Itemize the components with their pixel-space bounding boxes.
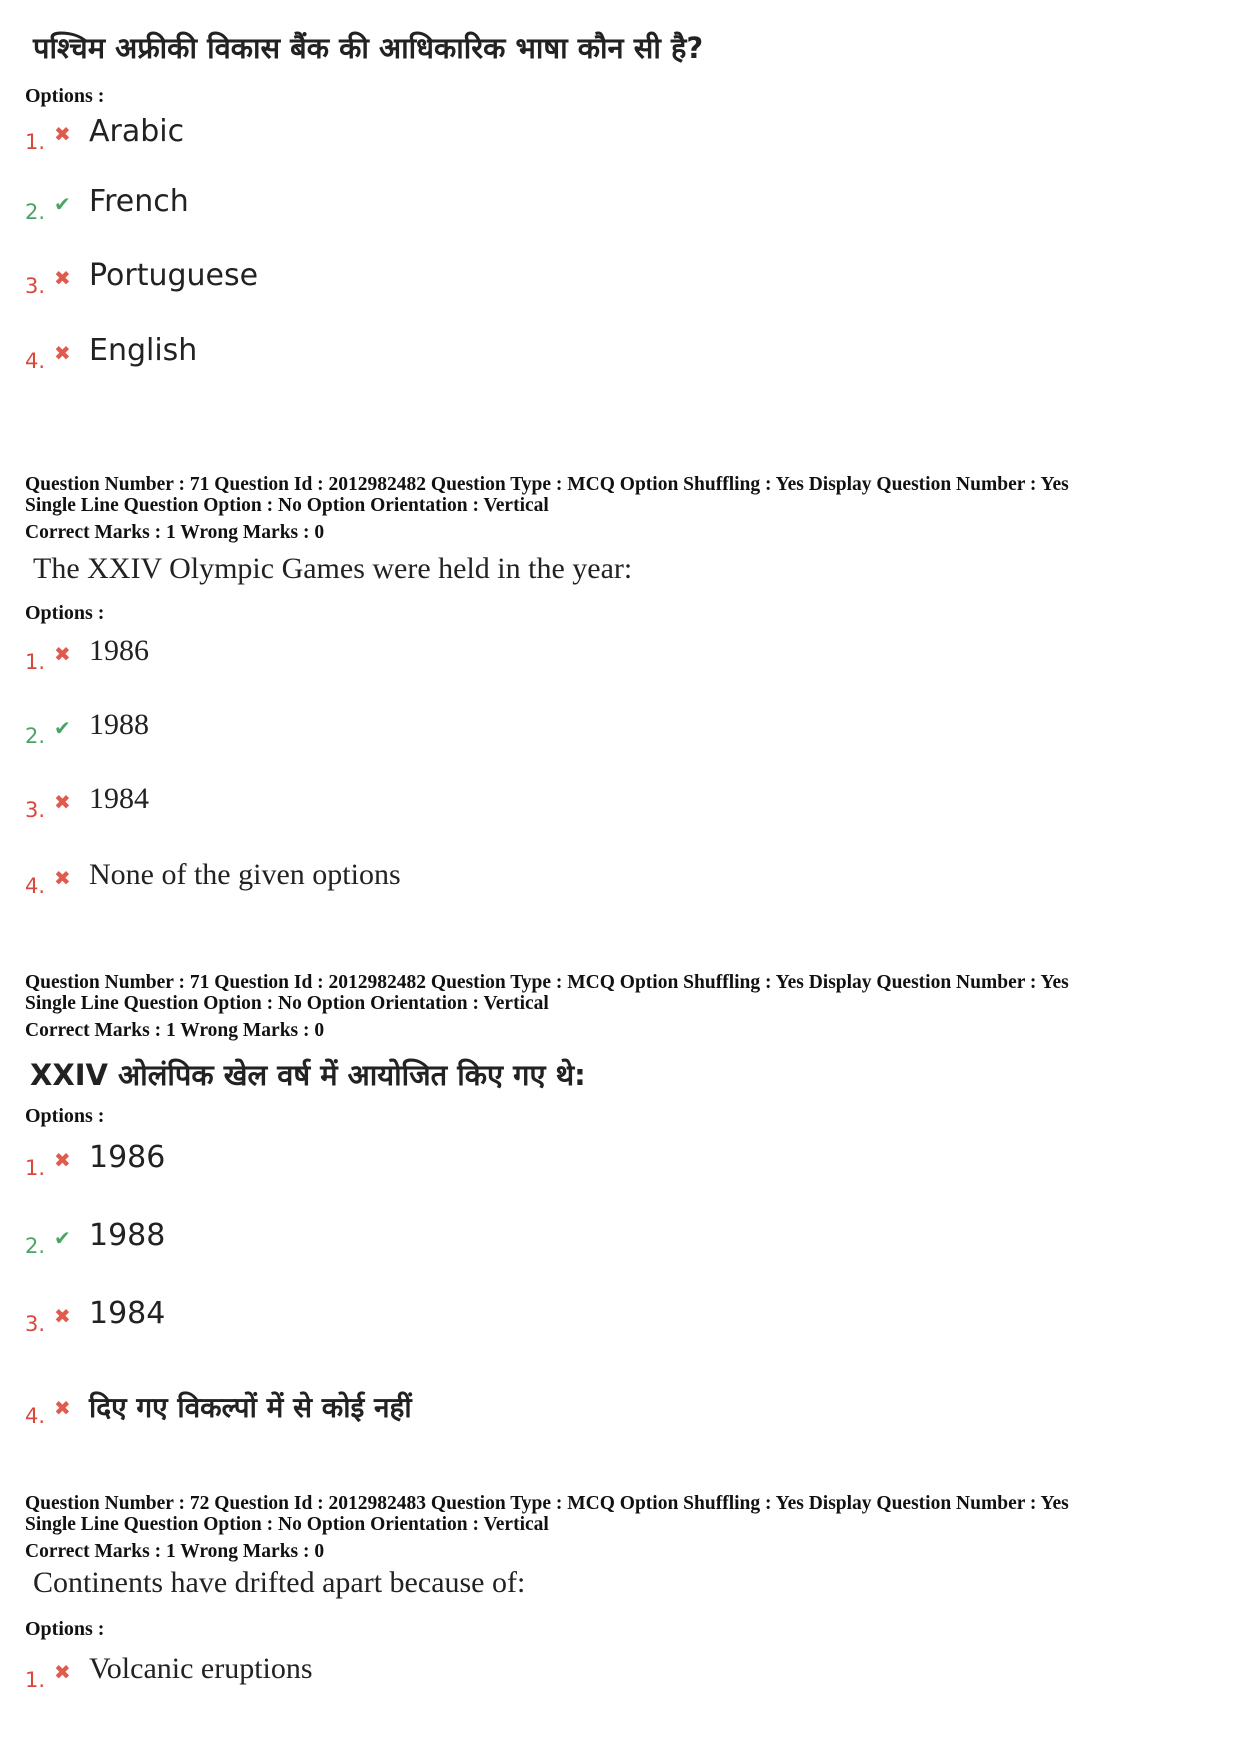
check-icon: ✔ <box>54 1226 71 1250</box>
option-number: 2. <box>25 724 46 748</box>
cross-icon: ✖ <box>54 1304 71 1328</box>
marks-info: Correct Marks : 1 Wrong Marks : 0 <box>25 1020 325 1041</box>
question-meta-line-2: Single Line Question Option : No Option Orientation : Vertical <box>25 1514 549 1535</box>
option-text: दिए गए विकल्पों में से कोई नहीं <box>89 1391 412 1424</box>
question-meta-line-2: Single Line Question Option : No Option Orientation : Vertical <box>25 495 549 516</box>
cross-icon: ✖ <box>54 1148 71 1172</box>
question-meta-line-1: Question Number : 71 Question Id : 2012982482 Question Type : MCQ Option Shuffling : Yes Display Question Number : Yes <box>25 972 1069 993</box>
option-text: Portuguese <box>89 258 259 293</box>
option-text: 1984 <box>89 1296 166 1331</box>
option-number: 1. <box>25 1156 46 1180</box>
option-text: 1984 <box>89 782 149 815</box>
option-text: Volcanic eruptions <box>89 1652 313 1685</box>
check-icon: ✔ <box>54 716 71 740</box>
question-text: XXIV ओलंपिक खेल वर्ष में आयोजित किए गए थे: <box>30 1058 586 1092</box>
option-number: 4. <box>25 349 46 373</box>
option-text: 1988 <box>89 708 149 741</box>
question-meta-line-1: Question Number : 72 Question Id : 2012982483 Question Type : MCQ Option Shuffling : Yes Display Question Number : Yes <box>25 1493 1069 1514</box>
cross-icon: ✖ <box>54 866 71 890</box>
options-label: Options : <box>25 1105 105 1127</box>
option-text: 1988 <box>89 1218 166 1253</box>
option-number: 2. <box>25 200 46 224</box>
option-number: 3. <box>25 274 46 298</box>
option-number: 1. <box>25 650 46 674</box>
option-text: English <box>89 333 198 368</box>
question-meta-line-2: Single Line Question Option : No Option Orientation : Vertical <box>25 993 549 1014</box>
option-number: 1. <box>25 1668 46 1692</box>
cross-icon: ✖ <box>54 266 71 290</box>
cross-icon: ✖ <box>54 642 71 666</box>
cross-icon: ✖ <box>54 1396 71 1420</box>
option-text: None of the given options <box>89 858 401 891</box>
option-text: Arabic <box>89 114 185 149</box>
question-meta-line-1: Question Number : 71 Question Id : 2012982482 Question Type : MCQ Option Shuffling : Yes Display Question Number : Yes <box>25 474 1069 495</box>
option-number: 4. <box>25 1404 46 1428</box>
marks-info: Correct Marks : 1 Wrong Marks : 0 <box>25 522 325 543</box>
options-label: Options : <box>25 85 105 107</box>
cross-icon: ✖ <box>54 341 71 365</box>
option-number: 4. <box>25 874 46 898</box>
question-text: The XXIV Olympic Games were held in the year: <box>33 552 633 585</box>
question-text: पश्चिम अफ्रीकी विकास बैंक की आधिकारिक भाषा कौन सी है? <box>33 31 704 65</box>
question-text: Continents have drifted apart because of: <box>33 1566 526 1599</box>
option-text: 1986 <box>89 1140 166 1175</box>
option-text: 1986 <box>89 634 149 667</box>
option-number: 1. <box>25 130 46 154</box>
option-number: 3. <box>25 1312 46 1336</box>
options-label: Options : <box>25 1618 105 1640</box>
option-number: 2. <box>25 1234 46 1258</box>
marks-info: Correct Marks : 1 Wrong Marks : 0 <box>25 1541 325 1562</box>
option-text: French <box>89 184 189 219</box>
options-label: Options : <box>25 602 105 624</box>
cross-icon: ✖ <box>54 1660 71 1684</box>
cross-icon: ✖ <box>54 790 71 814</box>
cross-icon: ✖ <box>54 122 71 146</box>
option-number: 3. <box>25 798 46 822</box>
check-icon: ✔ <box>54 192 71 216</box>
